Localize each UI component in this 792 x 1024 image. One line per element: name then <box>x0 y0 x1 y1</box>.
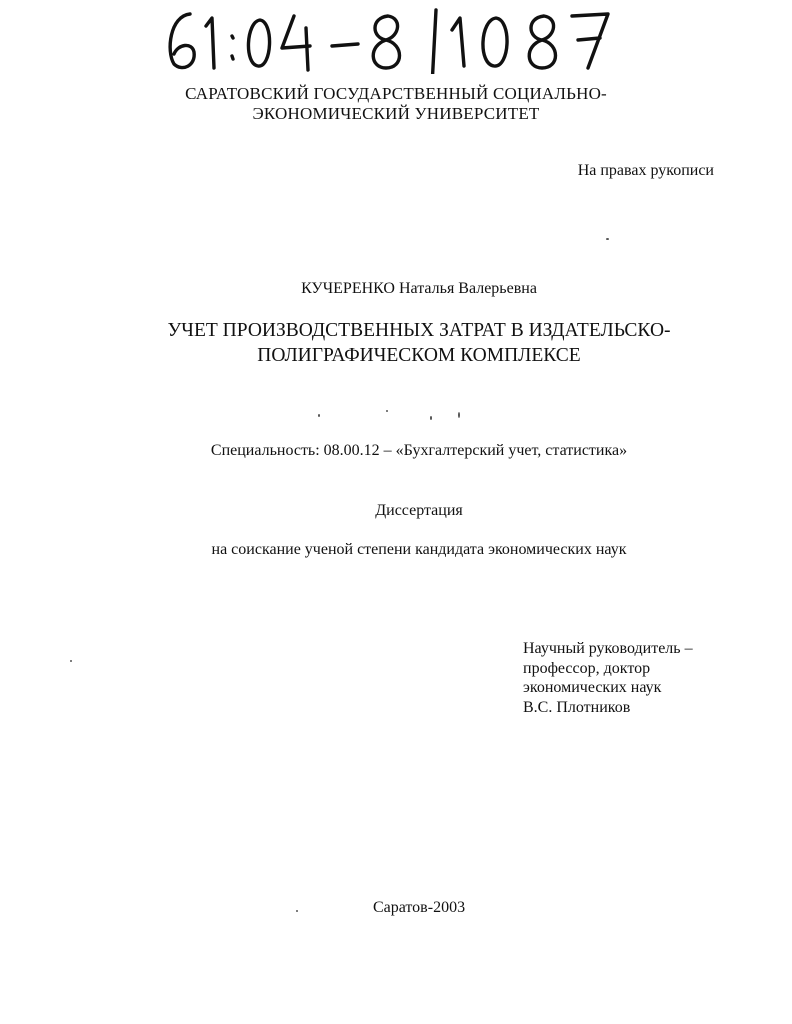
title-line-2: ПОЛИГРАФИЧЕСКОМ КОМПЛЕКСЕ <box>257 345 581 366</box>
scan-speck <box>296 910 298 912</box>
advisor-line-1: Научный руководитель – <box>523 640 693 657</box>
university-name <box>0 84 792 124</box>
degree-line: на соискание ученой степени кандидата экономических наук <box>211 541 627 558</box>
advisor-line-4: В.С. Плотников <box>523 698 631 716</box>
author-name: КУЧЕРЕНКО Наталья Валерьевна <box>301 280 537 297</box>
handwritten-archive-code <box>160 6 640 74</box>
work-type: Диссертация <box>375 502 463 519</box>
scan-speck <box>70 660 72 662</box>
scan-speck <box>386 410 388 412</box>
advisor-line-2: профессор, доктор <box>523 659 651 677</box>
university-line-1: САРАТОВСКИЙ ГОСУДАРСТВЕННЫЙ СОЦИАЛЬНО- <box>185 84 607 103</box>
university-line-2: ЭКОНОМИЧЕСКИЙ УНИВЕРСИТЕТ <box>252 104 540 123</box>
rights-note: На правах рукописи <box>577 162 714 179</box>
city-year: Саратов-2003 <box>372 899 466 916</box>
scan-speck <box>458 412 460 418</box>
scientific-advisor <box>523 639 693 717</box>
title-line-1: УЧЕТ ПРОИЗВОДСТВЕННЫХ ЗАТРАТ В ИЗДАТЕЛЬСКО- <box>167 320 671 341</box>
scan-speck <box>430 416 432 420</box>
dissertation-title <box>0 318 792 368</box>
scan-speck <box>606 238 609 240</box>
scan-speck <box>318 414 320 417</box>
advisor-line-3: экономических наук <box>523 679 662 696</box>
speciality: Специальность: 08.00.12 – «Бухгалтерский учет, статистика» <box>210 442 628 459</box>
